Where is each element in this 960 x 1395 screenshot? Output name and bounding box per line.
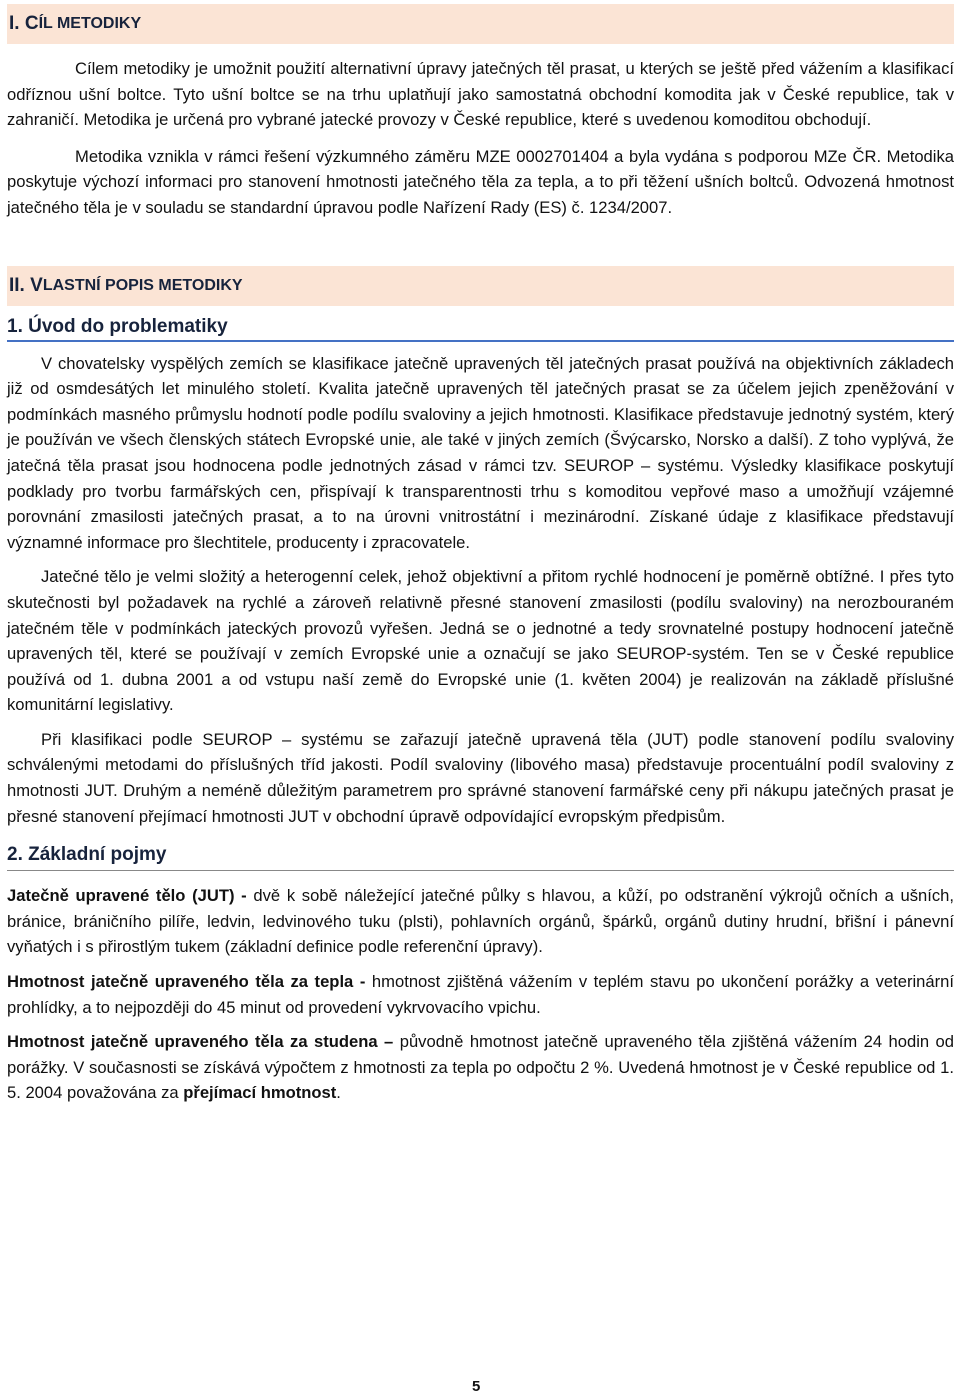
section-heading-1	[7, 4, 954, 44]
page-number: 5	[472, 1378, 481, 1395]
definition-end: .	[336, 1083, 341, 1103]
definition-term: Hmotnost jatečně upraveného těla za studena –	[7, 1032, 394, 1052]
body-paragraph-3: Při klasifikaci podle SEUROP – systému se zařazují jatečně upravená těla (JUT) podle stanovení podílu svaloviny schválenými metodami do příslušných tříd jakosti. Podíl svaloviny (libového masa) představuje procentuální podíl svaloviny z hmotnosti JUT. Druhým a neméně důležitým parametrem pro správné stanovení farmářské ceny při nákupu jatečných prasat je přesné stanovení přejímací hmotnosti JUT v obchodní úpravě odpovídající evropským předpisům.	[7, 729, 954, 826]
definition-warm-weight	[7, 969, 954, 1020]
section-number: I.	[9, 13, 20, 34]
section-title-rest: LASTNÍ POPIS METODIKY	[42, 276, 243, 294]
section-title-initial: C	[24, 13, 39, 34]
definition-jut	[7, 883, 954, 960]
definition-emphasis: přejímací hmotnost	[183, 1083, 337, 1103]
section-number: II.	[9, 274, 25, 296]
subsection-title-2: 2. Základní pojmy	[7, 844, 954, 871]
definition-term: Jatečně upravené tělo (JUT) -	[7, 886, 247, 906]
intro-paragraph-2: Metodika vznikla v rámci řešení výzkumného záměru MZE 0002701404 a byla vydána s podporou MZe ČR. Metodika poskytuje výchozí informaci pro stanovení hmotnosti jatečného těla za tepla, a to při těžení ušních boltců. Odvozená hmotnost jatečného těla je v souladu se standardní úpravou podle Nařízení Rady (ES) č. 1234/2007.	[7, 146, 954, 217]
body-paragraph-2: Jatečné tělo je velmi složitý a heterogenní celek, jehož objektivní a přitom rychlé hodnocení je poměrně obtížné. I přes tyto skutečnosti byl požadavek na rychlé a zároveň relativně přesné stanovení zmasilosti (podílu svaloviny) na nerozbouraném jatečném těle v podmínkách jateckých provozů vyřešen. Jedná se o jednotné a tedy srovnatelné postupy hodnocení jatečně upravených těl, které se používají v zemích Evropské unie a označují se jako SEUROP-systém. Ten se v České republice používá od 1. dubna 2001 a od vstupu naší země do Evropské unie (1. květen 2004) je realizován na základě příslušné komunitární legislativy.	[7, 567, 954, 715]
definition-text: původně hmotnost jatečně upraveného těla zjištěná vážením 24 hodin od porážky. V současnosti se získává výpočtem z hmotnosti za tepla po odpočtu 2 %. Uvedená hmotnost je v České republice od 1. 5. 2004 považována za	[7, 1032, 955, 1103]
body-paragraph-1: V chovatelsky vyspělých zemích se klasifikace jatečně upravených těl jatečných prasat používá na objektivních základech již od osmdesátých let minulého století. Kvalita jatečně upravených těl jatečných prasat se za účelem jejich zpeněžování v podmínkách masného průmyslu hodnotí podle podílu svaloviny a jejich hmotnosti. Klasifikace představuje jednotný systém, který je používán ve všech členských státech Evropské unie, ale také v jiných zemích (Švýcarsko, Norsko a další). Z toho vyplývá, že jatečná těla prasat jsou hodnocena podle jednotných zásad v rámci tzv. SEUROP – systému. Výsledky klasifikace poskytují podklady pro tvorbu farmářských cen, přispívají k transparentnosti trhu s komoditou vepřové maso a umožňují vzájemné porovnání zmasilosti jatečných prasat, a to na úrovni vnitrostátní i mezinárodní. Získané údaje z klasifikace představují významné informace pro šlechtitele, producenty i zpracovatele.	[7, 353, 954, 552]
section-title-initial: V	[30, 274, 43, 296]
definition-text: dvě k sobě náležející jatečné půlky s hlavou, a kůží, po odstranění výkrojů očních a ušních, bránice, bráničního pilíře, ledvin, ledvinového tuku (plsti), pohlavních orgánů, špárků, orgánů dutiny hrudní, břišní i pánevní vyňatých i s přirostlým tukem (základní definice podle referenční úpravy).	[7, 886, 954, 957]
intro-paragraph-1: Cílem metodiky je umožnit použití alternativní úpravy jatečných těl prasat, u kterých se ještě před vážením a klasifikací odříznou ušní boltce. Tyto ušní boltce se na trhu uplatňují jako samostatná obchodní komodita jak v České republice, tak v zahraničí. Metodika je určená pro vybrané jatecké provozy v České republice, které s uvedenou komoditou obchodují.	[7, 59, 954, 130]
definition-cold-weight	[7, 1029, 954, 1106]
subsection-title-1: 1. Úvod do problematiky	[7, 316, 954, 342]
definition-text: hmotnost zjištěná vážením v teplém stavu po ukončení porážky a veterinární prohlídky, a to nejpozději do 45 minut od provedení vykrvovacího vpichu.	[7, 972, 955, 1017]
document-page	[7, 0, 954, 1106]
section-title-rest: ÍL METODIKY	[38, 15, 142, 32]
section-heading-2	[7, 266, 954, 306]
definition-term: Hmotnost jatečně upraveného těla za tepla -	[7, 972, 366, 992]
